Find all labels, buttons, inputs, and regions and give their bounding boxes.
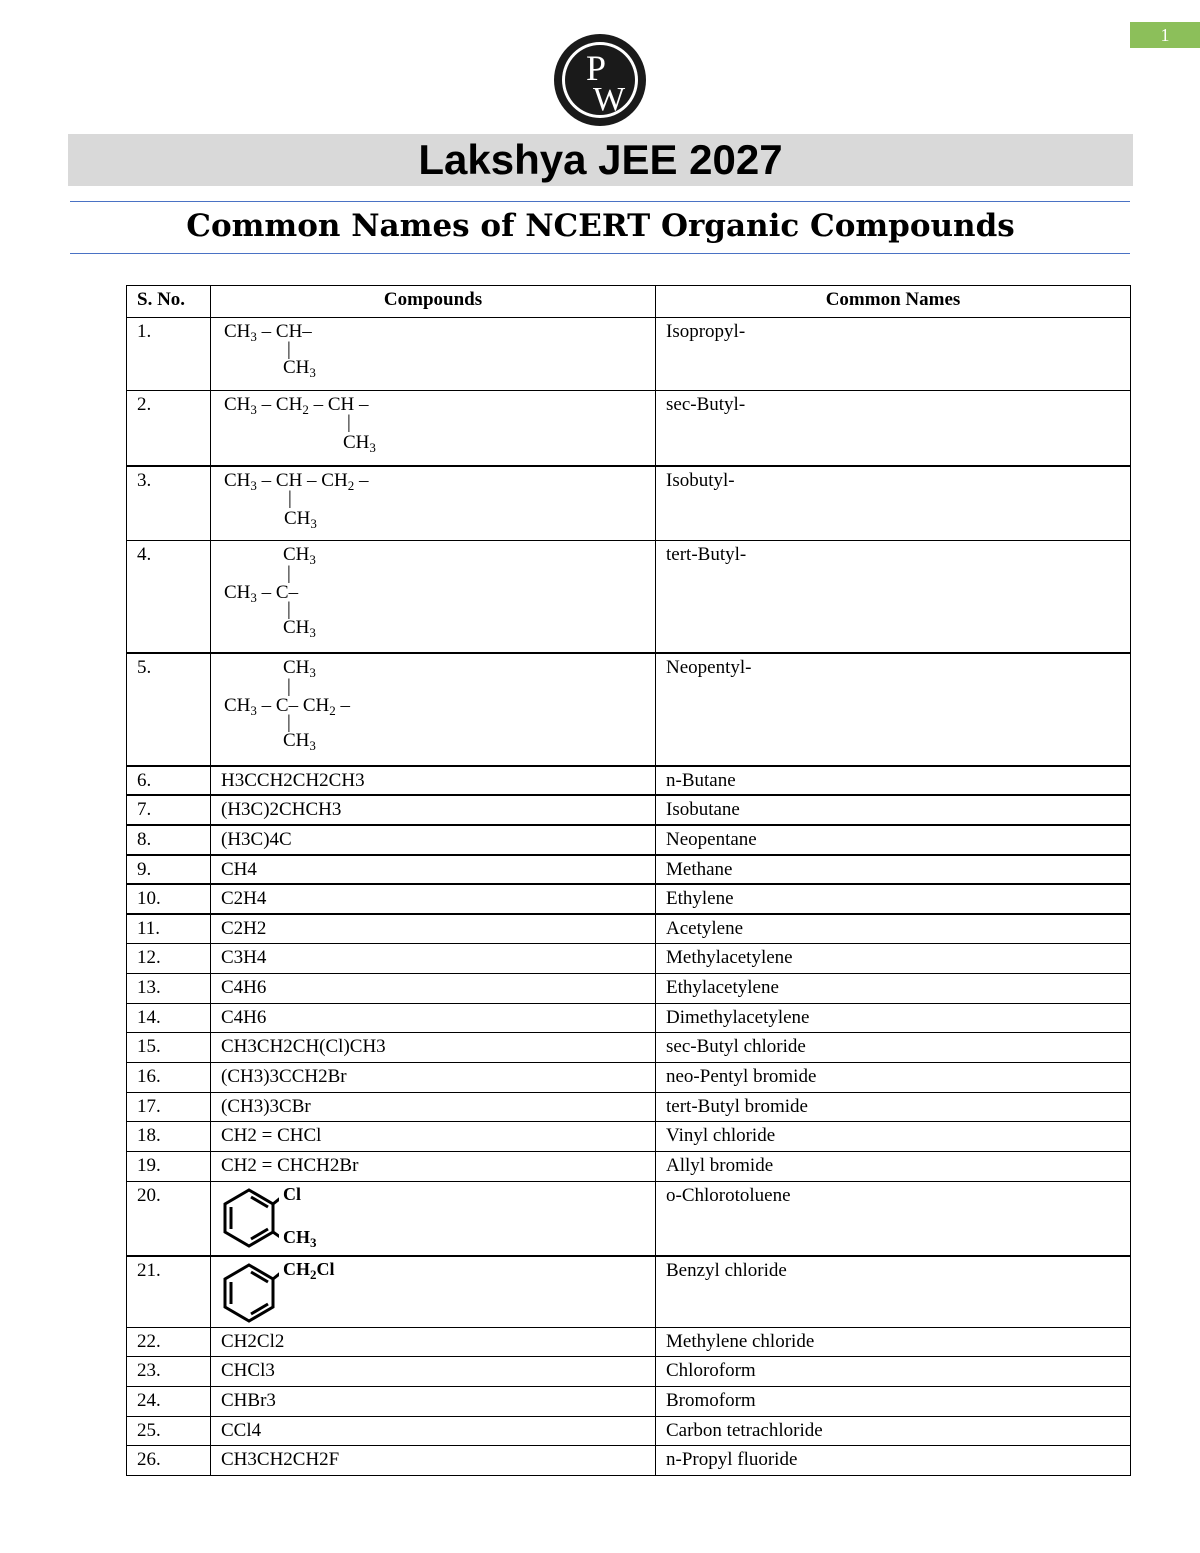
table-row [127, 884, 1131, 914]
compound-formula: CCl4 [211, 1416, 656, 1446]
sno-cell: 25. [127, 1416, 211, 1446]
table-row [127, 914, 1131, 944]
common-name-cell: Isobutyl- [656, 466, 1131, 541]
sno-cell: 14. [127, 1003, 211, 1033]
common-name-cell: Chloroform [656, 1357, 1131, 1387]
compound-formula: CH3CH2CH2F [211, 1446, 656, 1476]
common-name-cell: Benzyl chloride [656, 1256, 1131, 1327]
table-row [127, 653, 1131, 766]
common-name-cell: Ethylene [656, 884, 1131, 914]
table-row [127, 1357, 1131, 1387]
compound-structure: $CH_2Cl$ [211, 1256, 656, 1327]
sno-cell: 22. [127, 1327, 211, 1357]
sno-cell: 16. [127, 1062, 211, 1092]
sno-cell: 4. [127, 541, 211, 653]
sno-cell: 5. [127, 653, 211, 766]
common-name-cell: Methylacetylene [656, 944, 1131, 974]
common-name-cell: o-Chlorotoluene [656, 1181, 1131, 1256]
table-row [127, 944, 1131, 974]
title-rule-bottom [70, 253, 1130, 254]
compound-formula: CH2 = CHCH2Br [211, 1151, 656, 1181]
compound-structure: $CH_3 - CH_2$ – CH – | $CH_3$ [211, 391, 656, 466]
common-name-cell: Isopropyl- [656, 318, 1131, 391]
compound-formula: CH2 = CHCl [211, 1122, 656, 1152]
header-compounds: Compounds [211, 286, 656, 318]
table-header-row [127, 286, 1131, 318]
common-name-cell: tert-Butyl bromide [656, 1092, 1131, 1122]
common-name-cell: Allyl bromide [656, 1151, 1131, 1181]
table-row [127, 1151, 1131, 1181]
sno-cell: 12. [127, 944, 211, 974]
title-rule-top [70, 201, 1130, 202]
compound-formula: C2H2 [211, 914, 656, 944]
sno-cell: 1. [127, 318, 211, 391]
table-row [127, 1416, 1131, 1446]
table-row [127, 1122, 1131, 1152]
common-name-cell: Dimethylacetylene [656, 1003, 1131, 1033]
sno-cell: 11. [127, 914, 211, 944]
sno-cell: 7. [127, 795, 211, 825]
compound-structure: $CH_3$ – CH – $CH_2$ – | $CH_3$ [211, 466, 656, 541]
compound-structure: $CH_3$ | $CH_3 - C-$ | $CH_3$ [211, 541, 656, 653]
benzene-ring-icon [219, 1259, 279, 1325]
compound-formula: CHBr3 [211, 1387, 656, 1417]
table-row [127, 1387, 1131, 1417]
common-name-cell: Methane [656, 855, 1131, 885]
compound-formula: H3CCH2CH2CH3 [211, 766, 656, 796]
compound-formula: C4H6 [211, 973, 656, 1003]
table-row [127, 1062, 1131, 1092]
common-name-cell: Bromoform [656, 1387, 1131, 1417]
course-banner: Lakshya JEE 2027 [68, 134, 1133, 186]
table-row [127, 825, 1131, 855]
compound-formula: CH4 [211, 855, 656, 885]
sno-cell: 13. [127, 973, 211, 1003]
page-title: Common Names of NCERT Organic Compounds [186, 208, 1015, 244]
compound-structure: $CH_3 - CH-$ | $CH_3$ [211, 318, 656, 391]
compound-formula: (H3C)4C [211, 825, 656, 855]
compound-formula: C2H4 [211, 884, 656, 914]
page-number: 1 [1130, 22, 1200, 48]
table-row [127, 1033, 1131, 1063]
common-name-cell: sec-Butyl- [656, 391, 1131, 466]
svg-text:P: P [586, 48, 607, 88]
compound-formula: C4H6 [211, 1003, 656, 1033]
sno-cell: 26. [127, 1446, 211, 1476]
table-row [127, 391, 1131, 466]
common-name-cell: Methylene chloride [656, 1327, 1131, 1357]
benzene-ring-icon [219, 1184, 279, 1250]
table-row [127, 795, 1131, 825]
common-name-cell: n-Butane [656, 766, 1131, 796]
common-name-cell: Neopentyl- [656, 653, 1131, 766]
common-name-cell: tert-Butyl- [656, 541, 1131, 653]
common-name-cell: neo-Pentyl bromide [656, 1062, 1131, 1092]
compound-formula: C3H4 [211, 944, 656, 974]
table-row [127, 541, 1131, 653]
table-row [127, 466, 1131, 541]
compound-formula: (CH3)3CBr [211, 1092, 656, 1122]
sno-cell: 10. [127, 884, 211, 914]
common-name-cell: Isobutane [656, 795, 1131, 825]
table-row [127, 1256, 1131, 1327]
sno-cell: 9. [127, 855, 211, 885]
common-name-cell: sec-Butyl chloride [656, 1033, 1131, 1063]
table-row [127, 855, 1131, 885]
table-row [127, 973, 1131, 1003]
common-name-cell: n-Propyl fluoride [656, 1446, 1131, 1476]
sno-cell: 24. [127, 1387, 211, 1417]
sno-cell: 18. [127, 1122, 211, 1152]
table-row [127, 1327, 1131, 1357]
table-row [127, 1181, 1131, 1256]
compound-formula: (CH3)3CCH2Br [211, 1062, 656, 1092]
sno-cell: 17. [127, 1092, 211, 1122]
common-name-cell: Carbon tetrachloride [656, 1416, 1131, 1446]
sno-cell: 6. [127, 766, 211, 796]
sno-cell: 3. [127, 466, 211, 541]
sno-cell: 8. [127, 825, 211, 855]
compound-formula: CHCl3 [211, 1357, 656, 1387]
common-name-cell: Neopentane [656, 825, 1131, 855]
table-row [127, 766, 1131, 796]
sno-cell: 2. [127, 391, 211, 466]
svg-text:W: W [593, 81, 626, 118]
compound-formula: CH2Cl2 [211, 1327, 656, 1357]
compound-formula: (H3C)2CHCH3 [211, 795, 656, 825]
compound-structure: Cl $CH_3$ [211, 1181, 656, 1256]
compound-structure: $CH_3$ | $CH_3 - C-$ $CH_2$ – | $CH_3$ [211, 653, 656, 766]
table-row [127, 1003, 1131, 1033]
table-row [127, 1446, 1131, 1476]
header-common-names: Common Names [656, 286, 1131, 318]
common-name-cell: Ethylacetylene [656, 973, 1131, 1003]
sno-cell: 23. [127, 1357, 211, 1387]
pw-logo [553, 30, 647, 130]
sno-cell: 20. [127, 1181, 211, 1256]
table-row [127, 318, 1131, 391]
common-name-cell: Vinyl chloride [656, 1122, 1131, 1152]
sno-cell: 15. [127, 1033, 211, 1063]
common-name-cell: Acetylene [656, 914, 1131, 944]
compound-formula: CH3CH2CH(Cl)CH3 [211, 1033, 656, 1063]
sno-cell: 19. [127, 1151, 211, 1181]
table-row [127, 1092, 1131, 1122]
sno-cell: 21. [127, 1256, 211, 1327]
compounds-table [126, 285, 1131, 1476]
header-sno: S. No. [127, 286, 211, 318]
